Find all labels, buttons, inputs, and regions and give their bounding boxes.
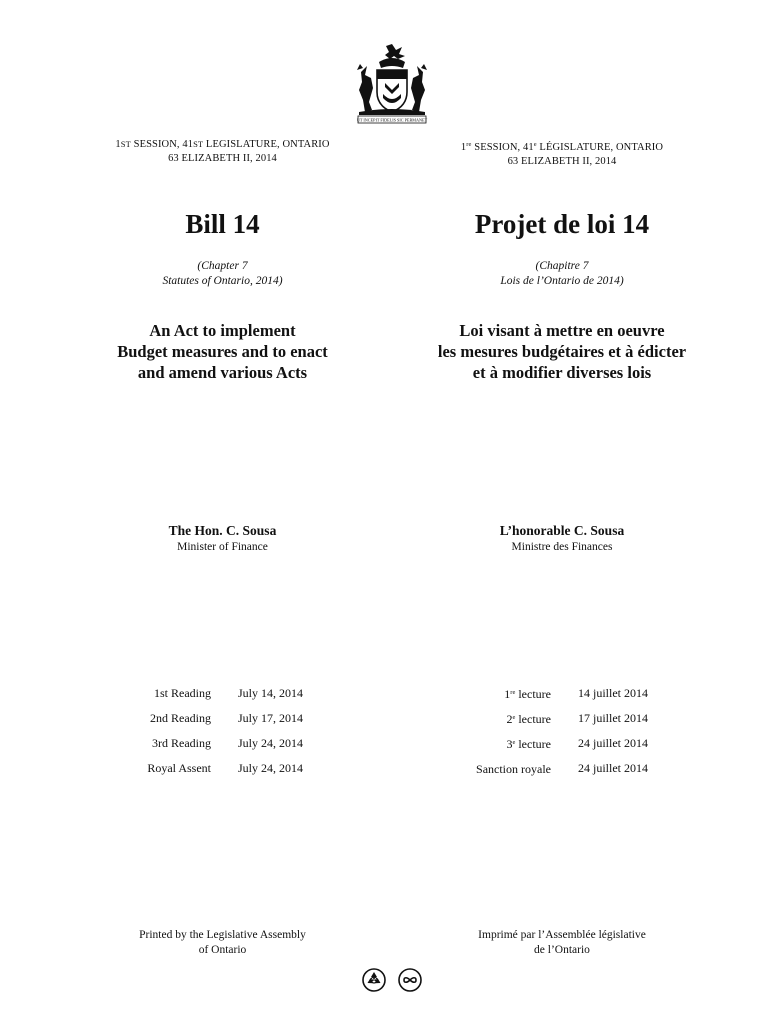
reading-label: 1re lecture <box>504 687 551 701</box>
reading-label: 2nd Reading <box>150 711 211 725</box>
session-info-fr <box>397 138 727 168</box>
minister-role-fr: Ministre des Finances <box>511 541 613 553</box>
chapter-en <box>60 259 385 288</box>
recycle-icon <box>362 968 386 997</box>
printer-line: of Ontario <box>198 943 247 956</box>
regnal-year-fr: 63 ELIZABETH II, 2014 <box>507 155 617 167</box>
minister-name-fr: L’honorable C. Sousa <box>499 523 625 538</box>
act-title-line: Loi visant à mettre en oeuvre <box>459 321 665 340</box>
reading-date: 14 juillet 2014 <box>578 686 648 700</box>
reading-date: 24 juillet 2014 <box>578 761 648 775</box>
session-line-en: 1ST SESSION, 41ST LEGISLATURE, ONTARIO <box>115 139 330 150</box>
chapter-number-en: (Chapter 7 <box>197 260 248 272</box>
act-title-line: Budget measures and to enact <box>117 342 328 361</box>
act-title-line: An Act to implement <box>149 321 296 340</box>
reading-label: Royal Assent <box>147 761 211 775</box>
session-info-en <box>60 138 385 165</box>
printer-line: Printed by the Legislative Assembly <box>139 929 306 941</box>
infinity-icon <box>398 968 422 997</box>
reading-date: 17 juillet 2014 <box>578 711 648 725</box>
statutes-en: Statutes of Ontario, 2014) <box>162 274 283 287</box>
chapter-fr <box>397 259 727 288</box>
session-line-fr: 1re SESSION, 41e LÉGISLATURE, ONTARIO <box>460 141 664 153</box>
statutes-fr: Lois de l’Ontario de 2014) <box>500 274 624 287</box>
printer-line: Imprimé par l’Assemblée législative <box>478 929 646 941</box>
regnal-year-en: 63 ELIZABETH II, 2014 <box>168 152 277 164</box>
reading-label: 1st Reading <box>154 686 211 700</box>
bill-title-en: Bill 14 <box>185 209 260 239</box>
reading-label: 2e lecture <box>506 712 551 726</box>
reading-date: July 24, 2014 <box>238 761 304 775</box>
reading-date: July 14, 2014 <box>238 686 304 700</box>
minister-role-en: Minister of Finance <box>177 541 268 553</box>
reading-date: 24 juillet 2014 <box>578 736 648 750</box>
motto-text: UT INCEPIT FIDELIS SIC PERMANET <box>356 117 428 123</box>
act-title-line: et à modifier diverses lois <box>472 363 652 382</box>
printer-credit-en <box>60 928 385 957</box>
reading-date: July 24, 2014 <box>238 736 304 750</box>
printer-line: de l’Ontario <box>534 943 590 956</box>
reading-label: 3e lecture <box>506 737 551 751</box>
reading-date: July 17, 2014 <box>238 711 304 725</box>
act-title-line: les mesures budgétaires et à édicter <box>437 342 687 361</box>
printer-credit-fr <box>397 928 727 957</box>
chapter-number-fr: (Chapitre 7 <box>535 260 589 272</box>
minister-name-en: The Hon. C. Sousa <box>168 523 277 538</box>
ontario-coat-of-arms <box>355 42 429 124</box>
bill-title-fr: Projet de loi 14 <box>474 209 650 239</box>
reading-label: 3rd Reading <box>152 736 211 750</box>
reading-label: Sanction royale <box>476 762 551 776</box>
act-title-line: and amend various Acts <box>137 363 308 382</box>
act-title-fr <box>397 320 727 383</box>
act-title-en <box>60 320 385 383</box>
